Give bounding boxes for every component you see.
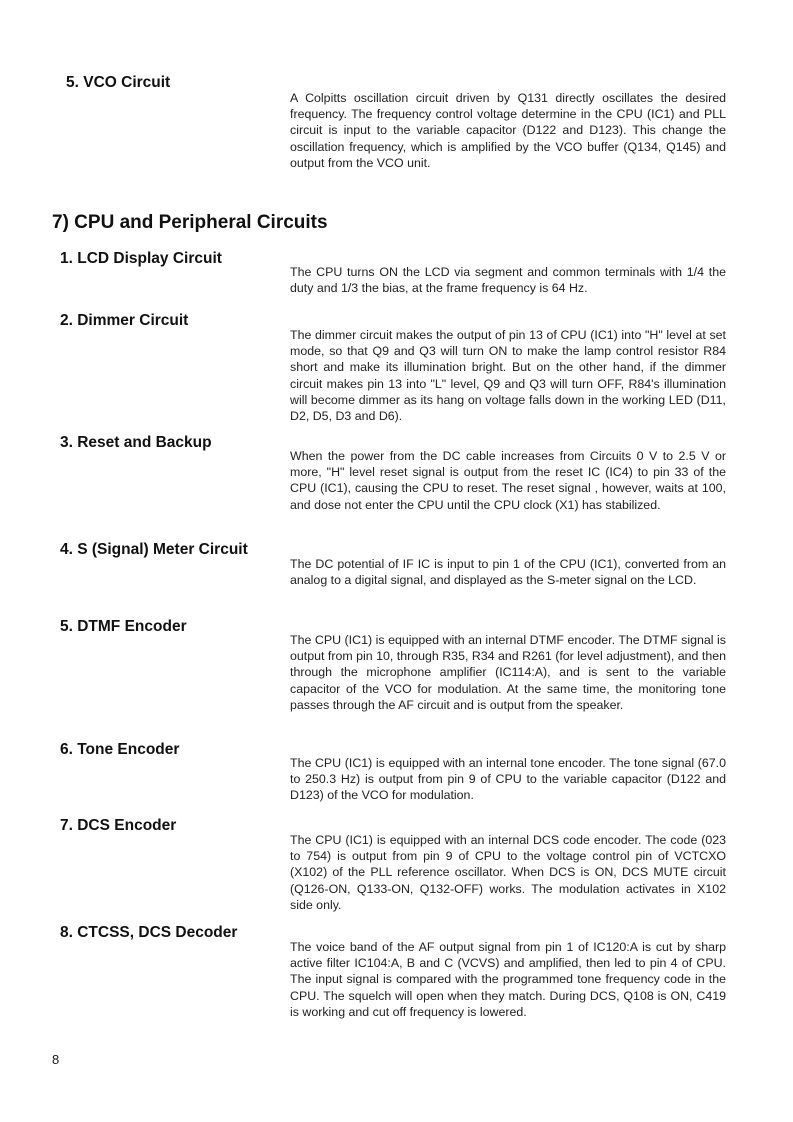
tone-encoder-text: The CPU (IC1) is equipped with an internal tone encoder. The tone signal (67.0 to 250.3 Hz) is output from pin 9 of CPU to the variable capacitor (D122 and D123) of the VCO for modulation. xyxy=(290,756,726,803)
dcs-encoder-heading: 7. DCS Encoder xyxy=(60,817,177,834)
s-meter-text: The DC potential of IF IC is input to pin 1 of the CPU (IC1), converted from an analog to a digital signal, and displayed as the S-meter signal on the LCD. xyxy=(290,557,726,588)
cpu-section-title: 7) CPU and Peripheral Circuits xyxy=(52,212,328,233)
dtmf-encoder-heading: 5. DTMF Encoder xyxy=(60,618,187,635)
dimmer-text: The dimmer circuit makes the output of pin 13 of CPU (IC1) into "H" level at set mode, so that Q9 and Q3 will turn ON to make the lamp control resistor R84 short and make its illumination bright. But on the other hand, if the dimmer circuit makes pin 13 into "L" level, Q9 and Q3 will turn OFF, R84's illumination will become dimmer as its hang on voltage falls down in the working LED (D11, D2, D5, D3 and D6). xyxy=(290,328,726,424)
ctcss-dcs-decoder-text: The voice band of the AF output signal from pin 1 of IC120:A is cut by sharp active filter IC104:A, B and C (VCVS) and amplified, then led to pin 4 of CPU. The input signal is compared with the programmed tone frequency code in the CPU. The squelch will open when they match. During DCS, Q108 is ON, C419 is working and cut off frequency is lowered. xyxy=(290,940,726,1019)
page-number: 8 xyxy=(52,1052,60,1067)
ctcss-dcs-decoder-heading: 8. CTCSS, DCS Decoder xyxy=(60,924,238,941)
s-meter-heading: 4. S (Signal) Meter Circuit xyxy=(60,541,248,558)
lcd-display-text: The CPU turns ON the LCD via segment and common terminals with 1/4 the duty and 1/3 the bias, at the frame frequency is 64 Hz. xyxy=(290,265,726,296)
dimmer-heading: 2. Dimmer Circuit xyxy=(60,312,189,329)
lcd-display-heading: 1. LCD Display Circuit xyxy=(60,250,222,267)
dtmf-encoder-text: The CPU (IC1) is equipped with an internal DTMF encoder. The DTMF signal is output from pin 10, through R35, R34 and R261 (for level adjustment), and then through the microphone amplifier (IC114:A), and is sent to the variable capacitor of the VCO for modulation. At the same time, the monitoring tone passes through the AF circuit and is output from the speaker. xyxy=(290,633,727,712)
reset-backup-text: When the power from the DC cable increases from Circuits 0 V to 2.5 V or more, "H" level reset signal is output from the reset IC (IC4) to pin 33 of the CPU (IC1), causing the CPU to reset. The reset signal , however, waits at 100, and dose not enter the CPU until the CPU clock (X1) has stabilized. xyxy=(290,449,726,512)
tone-encoder-heading: 6. Tone Encoder xyxy=(60,741,180,758)
vco-circuit-text: A Colpitts oscillation circuit driven by Q131 directly oscillates the desired frequency. The frequency control voltage determine in the CPU (IC1) and PLL circuit is input to the variable capacitor (D122 and D123). This change the oscillation frequency, which is amplified by the VCO buffer (Q134, Q145) and output from the VCO unit. xyxy=(290,91,726,170)
dcs-encoder-text: The CPU (IC1) is equipped with an internal DCS code encoder. The code (023 to 754) is output from pin 9 of CPU to the voltage control pin of VCTCXO (X102) of the PLL reference oscillator. When DCS is ON, DCS MUTE circuit (Q126-ON, Q133-ON, Q132-OFF) works. The modulation activates in X102 side only. xyxy=(290,833,726,912)
vco-circuit-heading: 5. VCO Circuit xyxy=(66,74,171,91)
reset-backup-heading: 3. Reset and Backup xyxy=(60,434,212,451)
